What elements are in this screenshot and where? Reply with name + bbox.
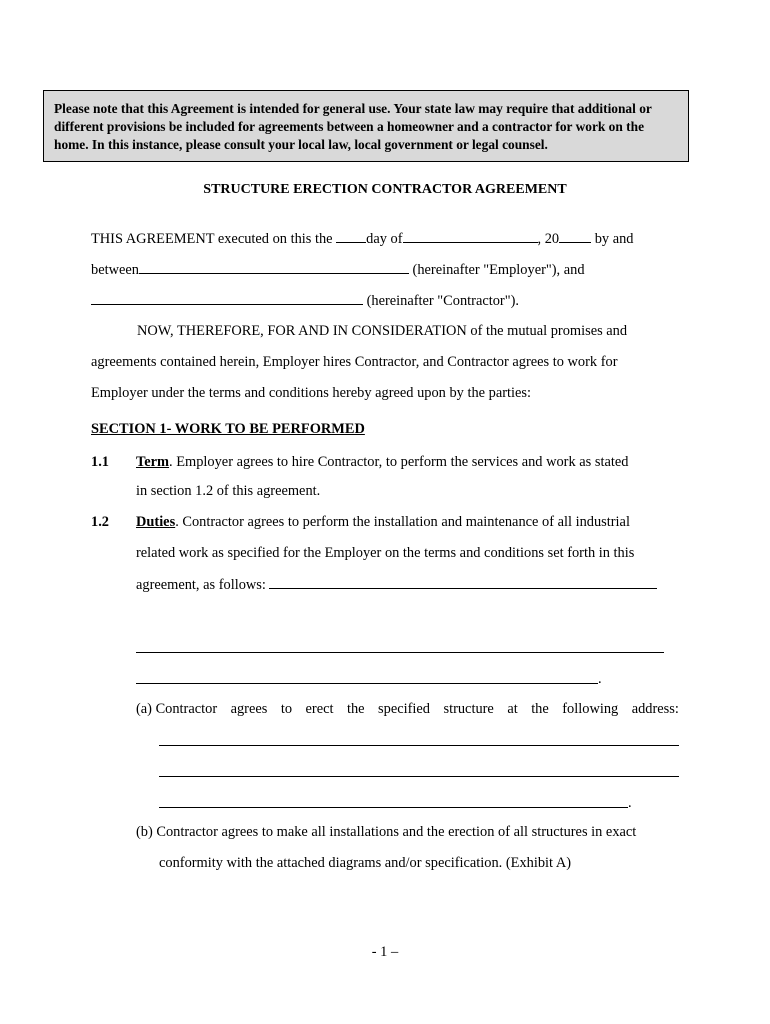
contractor-name-blank[interactable] [91,291,363,305]
item-a-word: structure [443,701,494,717]
intro-text-c: , 20 [537,231,560,247]
item-a-line [136,700,679,718]
consideration-line-3: Employer under the terms and conditions hereby agreed upon by the parties: [91,385,531,401]
section-1-2-line-2: related work as specified for the Employer on the terms and conditions set forth in this [136,545,635,561]
item-a-word: agrees [230,701,268,717]
employer-name-blank[interactable] [139,260,409,274]
item-a-word: the [346,701,365,717]
item-b-line-1: (b) Contractor agrees to make all installations and the erection of all structures in exact [136,824,637,840]
intro-line-3 [91,291,519,310]
section-1-1-number: 1.1 [91,454,109,470]
page-number: - 1 – [371,944,399,960]
consideration-line-2: agreements contained herein, Employer hires Contractor, and Contractor agrees to work for [91,354,618,370]
intro-text-a: THIS AGREEMENT executed on this the [91,231,337,247]
section-1-2-line-3 [136,575,657,594]
intro-text-b: day of [366,231,403,247]
notice-line-2: different provisions be included for agreements between a homeowner and a contractor for work on the [54,119,645,134]
intro-line-1 [91,229,633,248]
intro-between: between [91,262,139,278]
intro-line-2 [91,260,585,279]
day-blank[interactable] [336,229,366,243]
duties-blank-1[interactable] [269,575,657,589]
year-blank[interactable] [559,229,591,243]
item-a-word: the [531,701,549,717]
general-use-notice [43,90,689,162]
duties-period: . [598,671,602,687]
address-blank-3[interactable] [159,807,628,808]
duties-text: . Contractor agrees to perform the installation and maintenance of all industrial [175,514,630,530]
address-blank-2[interactable] [159,776,679,777]
item-a-word: erect [305,701,334,717]
month-blank[interactable] [403,229,538,243]
document-title: STRUCTURE ERECTION CONTRACTOR AGREEMENT [203,182,567,197]
item-a-word: following [562,701,619,717]
address-blank-1[interactable] [159,745,679,746]
duties-as-follows: agreement, as follows: [136,577,270,593]
section-1-1-line-1 [136,453,628,471]
section-1-heading: SECTION 1- WORK TO BE PERFORMED [91,421,365,437]
consideration-line-1: NOW, THEREFORE, FOR AND IN CONSIDERATION of the mutual promises and [137,323,628,339]
intro-contractor-label: (hereinafter "Contractor"). [363,293,519,309]
notice-line-1: Please note that this Agreement is intended for general use. Your state law may require that additional or [54,101,652,116]
intro-text-d: by and [591,231,634,247]
section-1-2-line-1 [136,513,630,531]
term-text: . Employer agrees to hire Contractor, to perform the services and work as stated [169,454,629,470]
section-1-1-line-2: in section 1.2 of this agreement. [136,483,321,499]
intro-employer-label: (hereinafter "Employer"), and [408,262,585,278]
duties-label: Duties [136,514,176,530]
item-a-word: to [280,701,293,717]
term-label: Term [136,454,170,470]
item-a-word: (a) Contractor [136,701,218,717]
section-1-2-number: 1.2 [91,514,109,530]
notice-line-3: home. In this instance, please consult your local law, local government or legal counsel. [54,137,548,152]
address-period: . [628,795,632,811]
item-a-word: specified [378,701,430,717]
item-a-word: at [507,701,518,717]
item-b-line-2: conformity with the attached diagrams and/or specification. (Exhibit A) [159,855,572,871]
duties-blank-3[interactable] [136,683,598,684]
item-a-word: address: [631,701,679,717]
duties-blank-2[interactable] [136,652,664,653]
